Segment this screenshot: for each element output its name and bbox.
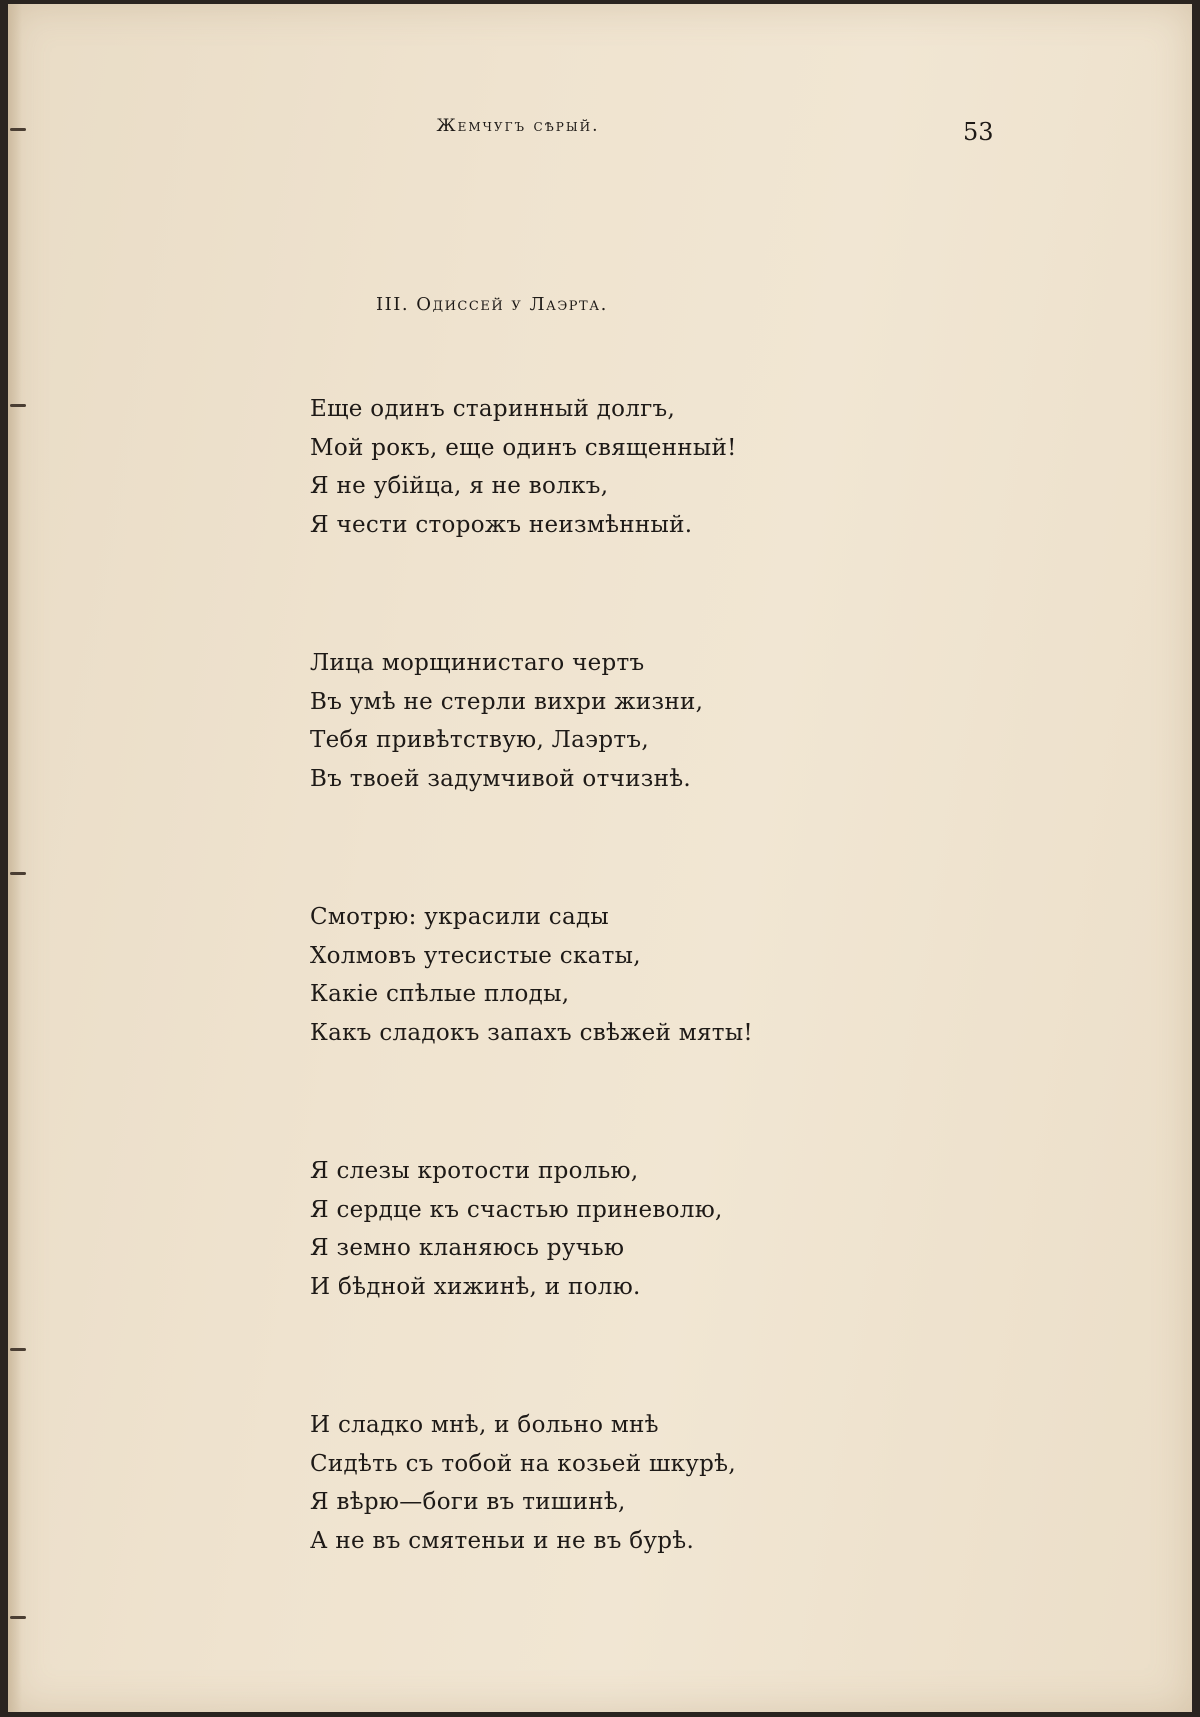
stanza	[310, 644, 870, 798]
poem-line: Какіе спѣлые плоды,	[310, 981, 570, 1007]
poem-line: Въ твоей задумчивой отчизнѣ.	[310, 765, 691, 792]
poem-line: Мой рокъ, еще одинъ священный!	[310, 434, 737, 461]
binding-stitch	[10, 1616, 26, 1619]
poem-line: Сидѣть съ тобой на козьей шкурѣ,	[310, 1450, 736, 1477]
poem-line: Еще одинъ старинный долгъ,	[310, 396, 676, 422]
poem-line: Холмовъ утесистые скаты,	[310, 942, 641, 969]
poem-line: Я вѣрю—боги въ тишинѣ,	[310, 1489, 626, 1515]
page-binding-edge	[8, 4, 22, 1712]
binding-stitch	[10, 872, 26, 875]
poem-body	[310, 390, 870, 1560]
page-number: 53	[963, 118, 994, 146]
poem-line: Я слезы кротости пролью,	[310, 1158, 639, 1184]
running-head: Жемчугъ сѣрый.	[436, 116, 600, 136]
poem-line: И бѣдной хижинѣ, и полю.	[310, 1273, 641, 1300]
poem-line: Я чести сторожъ неизмѣнный.	[310, 511, 693, 538]
book-page	[8, 4, 1192, 1712]
poem-title: III. Одиссей у Лаэрта.	[376, 294, 608, 315]
poem-line: Въ умѣ не стерли вихри жизни,	[310, 688, 704, 715]
poem-line: Я земно кланяюсь ручью	[310, 1235, 625, 1261]
poem-line: Тебя привѣтствую, Лаэртъ,	[310, 727, 649, 753]
poem-line: Я сердце къ счастью приневолю,	[310, 1196, 723, 1223]
poem-line: И сладко мнѣ, и больно мнѣ	[310, 1412, 659, 1438]
stanza	[310, 1152, 870, 1306]
poem-line: Смотрю: украсили сады	[310, 904, 610, 930]
stanza	[310, 390, 870, 544]
poem-line: А не въ смятеньи и не въ бурѣ.	[310, 1527, 695, 1554]
poem-line: Какъ сладокъ запахъ свѣжей мяты!	[310, 1019, 753, 1046]
stanza	[310, 1406, 870, 1560]
stanza	[310, 898, 870, 1052]
binding-stitch	[10, 1348, 26, 1351]
poem-line: Я не убійца, я не волкъ,	[310, 473, 609, 499]
binding-stitch	[10, 404, 26, 407]
poem-line: Лица морщинистаго чертъ	[310, 650, 645, 676]
